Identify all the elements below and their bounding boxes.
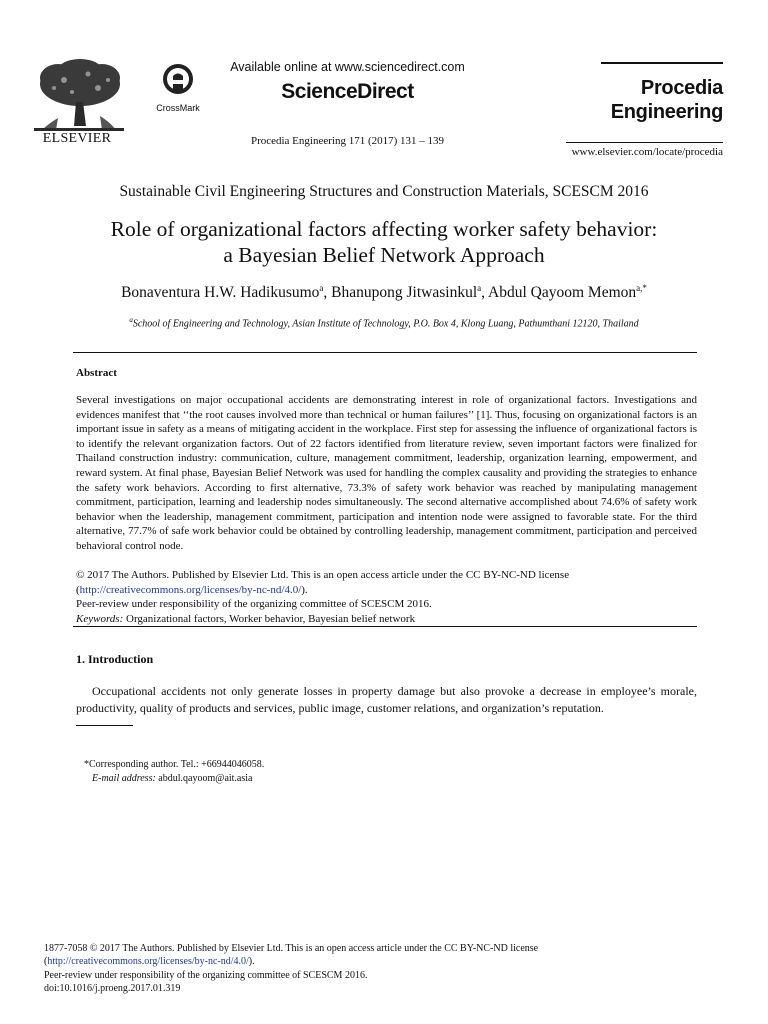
conference-name: Sustainable Civil Engineering Structures and Construction Materials, SCESCM 2016	[119, 183, 649, 200]
crossmark-label: CrossMark	[156, 103, 200, 113]
author-name: Abdul Qayoom Memon	[488, 284, 637, 301]
footer-peer-review: Peer-review under responsibility of the organizing committee of SCESCM 2016.	[44, 969, 368, 981]
footer-license-line	[44, 955, 724, 968]
article-title	[40, 216, 728, 268]
crossmark-icon	[161, 62, 195, 96]
article-title-line-1: Role of organizational factors affecting worker safety behavior:	[110, 217, 658, 241]
license-line	[76, 583, 697, 598]
license-paren-close: ).	[301, 583, 308, 596]
abstract-heading: Abstract	[76, 367, 117, 379]
corresponding-author-footnote	[84, 758, 264, 786]
abstract-body: Several investigations on major occupational accidents are demonstrating interest in role of organizational factors. Investigations and evidences manifest that ‘‘the root causes involved more than technical or human failures’’ [1]. Thus, focusing on organizational factors is an important issue in safety as a means of mitigating accident in the workplace. First step for assessing the influence of organizational factors is to identify the relevant organization factors. Out of 22 factors identified from literature review, seven important factors were finalized for Thailand construction industry: communication, culture, management commitment, leadership, organization learning, empowerment, and reward system. At final phase, Bayesian Belief Network was used for handling the complex causality and providing the strategies to enhance the safety work behaviors. According to first alternative, 73.3% of safety work behavior was reached by manipulating management commitment, participation, learning and leadership nodes simultaneously. The second alternative accomplished about 74.6% of safety work behavior when the leadership, management commitment, participation and intention node were assigned to favorable state. For the third alternative, 77.7% of safe work behavior could be obtained by controlling leadership, management commitment, participation and perceived behavioral control node.	[76, 394, 697, 552]
copyright-notice: © 2017 The Authors. Published by Elsevier Ltd. This is an open access article under the CC BY-NC-ND license	[76, 569, 570, 581]
author-affiliation	[40, 316, 728, 329]
article-title-line-2: a Bayesian Belief Network Approach	[223, 243, 545, 267]
available-online-link[interactable]: Available online at www.sciencedirect.com	[230, 60, 465, 74]
author-list: Bonaventura H.W. Hadikusumo$^a$, Bhanupong Jitwasinkul$^a$, Abdul Qayoom Memon$^{a,*}$	[121, 282, 647, 301]
journal-url-link[interactable]: www.elsevier.com/locate/procedia	[571, 146, 723, 158]
page-footer	[44, 942, 724, 996]
email-line	[84, 772, 264, 786]
affiliation-mark: a	[129, 316, 133, 324]
abstract-metadata	[76, 568, 697, 626]
abstract-bottom-rule	[73, 626, 697, 627]
journal-name: Procedia Engineering	[610, 77, 723, 123]
corresponding-author: *Corresponding author. Tel.: +66944046058.	[84, 759, 265, 770]
journal-url-rule	[566, 142, 723, 143]
journal-title-rule	[601, 62, 723, 64]
footer-doi[interactable]: doi:10.1016/j.proeng.2017.01.319	[44, 983, 181, 995]
footer-paren-close: ).	[248, 956, 255, 968]
license-paren-open: (	[76, 583, 80, 596]
abstract-top-rule	[73, 352, 697, 353]
keywords-text: Organizational factors, Worker behavior, Bayesian belief network	[126, 612, 416, 625]
footer-license-link[interactable]: http://creativecommons.org/licenses/by-nc-nd/4.0/	[47, 956, 249, 968]
journal-reference: Procedia Engineering 171 (2017) 131 – 139	[250, 135, 445, 147]
footer-copyright: 1877-7058 © 2017 The Authors. Published by Elsevier Ltd. This is an open access article under the CC BY-NC-ND license	[44, 943, 539, 954]
author-name: Bonaventura H.W. Hadikusumo	[121, 284, 320, 301]
footer-paren-open: (	[44, 956, 48, 968]
crossmark-button[interactable]	[152, 62, 204, 113]
footnote-rule	[76, 725, 133, 726]
keywords-label: Keywords:	[76, 612, 124, 625]
author-name: Bhanupong Jitwasinkul	[331, 284, 478, 301]
license-link[interactable]: http://creativecommons.org/licenses/by-nc-nd/4.0/	[79, 583, 302, 596]
keywords-line	[76, 612, 697, 627]
peer-review-note: Peer-review under responsibility of the organizing committee of SCESCM 2016.	[76, 598, 432, 611]
email-link[interactable]: abdul.qayoom@ait.asia	[158, 773, 253, 784]
email-label: E-mail address:	[92, 773, 156, 784]
sciencedirect-logo: ScienceDirect	[281, 80, 414, 103]
section-heading-introduction: 1. Introduction	[76, 652, 154, 666]
author-affiliation-mark: a,*	[636, 282, 647, 293]
publisher-name: ELSEVIER	[42, 131, 112, 146]
author-affiliation-mark: a	[477, 282, 482, 293]
affiliation-text: School of Engineering and Technology, Asian Institute of Technology, P.O. Box 4, Klong Luang, Pathumthani 12120, Thailand	[132, 318, 639, 330]
introduction-paragraph: Occupational accidents not only generate losses in property damage but also provoke a decrease in employee’s morale, productivity, quality of products and services, public image, customer relations, and organization’s reputation.	[76, 684, 697, 715]
author-affiliation-mark: a	[319, 282, 324, 293]
